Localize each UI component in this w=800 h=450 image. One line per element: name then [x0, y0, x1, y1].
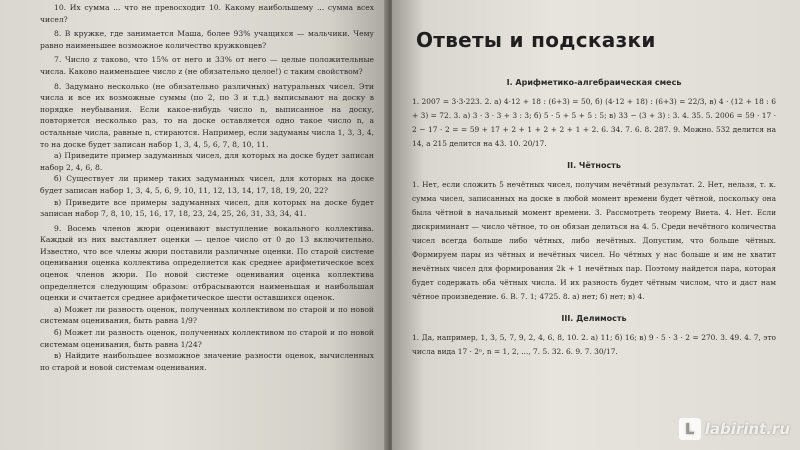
section-heading: III. Делимость [561, 314, 627, 323]
left-paragraph: б) Может ли разность оценок, полученных коллективом по старой и по новой системам оценивания, быть равна 1/24? [40, 328, 374, 349]
left-paragraph: 8. В кружке, где занимается Маша, более 93% учащихся — мальчики. Чему равно наименьшее возможное количество кружковцев? [40, 29, 374, 50]
left-paragraph: а) Может ли разность оценок, полученных коллективом по старой и по новой системам оценивания, быть равна 1/9? [40, 304, 374, 326]
left-paragraph: 8. Задумано несколько (не обязательно различных) натуральных чисел. Эти числа и все их возможные суммы (по 2, по 3 и т.д.) выписывают на доску в порядке неубывания. Если какое-нибудь число n, выписанное на доску, повторяется несколько раз, то на доске оставляется одно такое число n, а остальные числа, равные n, стираются. Например, если задуманы числа 1, 3, 3, 4, то на доске будет записан набор 1, 3, 4, 5, 6, 7, 8, 10, 11. [40, 81, 374, 149]
section-heading: II. Чётность [567, 161, 621, 170]
left-paragraph: а) Приведите пример задуманных чисел, для которых на доске будет записан набор 2, 4, 6, 8. [40, 151, 374, 172]
page-title: Ответы и подсказки [416, 28, 656, 52]
section-text: 1. 2007 = 3·3·223. 2. а) 4·12 + 18 : (6+3) = 50, б) (4·12 + 18) : (6+3) = 22/3, в) 4 · (12 + 18 : 6 + 3) = 72. 3. а) 3 · 3 · 3 + 3 : 3; б) 5 · 5 + 5 + 5 : 5; в) 33 − (3 + 3) : 3. 4. 35. 5. 2006 = 59 · 17 · 2 − 17 · 2 = = 59 + 17 + 2 + 1 + 2 + 2 + 1 + 2. 6. 34. 7. 6. 8. 287. 9. Можно. 532 делится на 14, а 215 делится на 43. 10. 20/17. [412, 97, 776, 148]
left-page [0, 0, 388, 450]
left-paragraph: б) Существует ли пример таких задуманных чисел, для которых на доске будет записан набор 1, 3, 4, 5, 6, 9, 10, 11, 12, 13, 14, 17, 18, 19, 20, 22? [40, 174, 374, 195]
right-page [392, 0, 800, 450]
section-text: 1. Да, например, 1, 3, 5, 7, 9, 2, 4, 6, 8, 10. 2. а) 11; б) 16; в) 9 · 5 · 3 · 2 = 270. 3. 49. 4. 7, это числа вида 17 · 2ⁿ, n = 1, 2, ..., 7. 5. 32. 6. 9. 7. 30/17. [412, 333, 776, 356]
left-paragraph: 7. Число z таково, что 15% от него и 33% от него — целые положительные числа. Каково наименьшее число z (не обязательно целое!) с таким свойством? [40, 55, 374, 76]
labirint-logo-icon: L [679, 418, 701, 440]
watermark [679, 418, 790, 440]
left-paragraph: 10. Их сумма ... что не превосходит 10. Какому наибольшему ... сумма всех чисел? [40, 3, 374, 24]
watermark-text: labirint.ru [704, 420, 790, 438]
left-paragraph: в) Приведите все примеры задуманных чисел, для которых на доске будет записан набор 7, 8, 10, 15, 16, 17, 18, 23, 24, 25, 26, 31, 33, 34, 41. [40, 197, 374, 219]
section-heading: I. Арифметико-алгебраическая смесь [506, 78, 682, 87]
left-paragraph: 9. Восемь членов жюри оценивают выступление вокального коллектива. Каждый из них выставляет оценки — целое число от 0 до 13 включительно. Известно, что все члены жюри поставили различные оценки. По старой системе оценивания оценка коллектива определяется как среднее арифметическое всех оценок членов жюри. По новой системе оценивания оценка коллектива определяется следующим образом: отбрасываются наименьшая и наибольшая оценки и считается среднее арифметическое шести оставшихся оценок. [40, 223, 374, 303]
left-paragraph: в) Найдите наибольшее возможное значение разности оценок, вычисленных по старой и новой системам оценивания. [40, 351, 374, 372]
section-text: 1. Нет, если сложить 5 нечётных чисел, получим нечётный результат. 2. Нет, нельзя, т. к. сумма чисел, записанных на доске в любой момент времени будет чётной, поскольку она была чётной в начальный момент времени. 3. Рассмотреть теорему Виета. 4. Нет. Если дискриминант — число чётное, то он обязан делиться на 4. 5. Среди нечётного количества чисел всегда больше либо чётных, либо нечётных. Допустим, что больше чётных. Формируем пары из чётных и нечётных чисел. Но чётных у нас больше и им не хватит нечётных чисел для формирования 2k + 1 нечётных пар. Поэтому найдется пара, которая будет содержать оба чётных числа. И их разность будет чётным числом, что и даст нам чётное произведение. 6. B. 7. 1; 4725. 8. а) нет; б) нет; в) 4. [412, 180, 776, 301]
